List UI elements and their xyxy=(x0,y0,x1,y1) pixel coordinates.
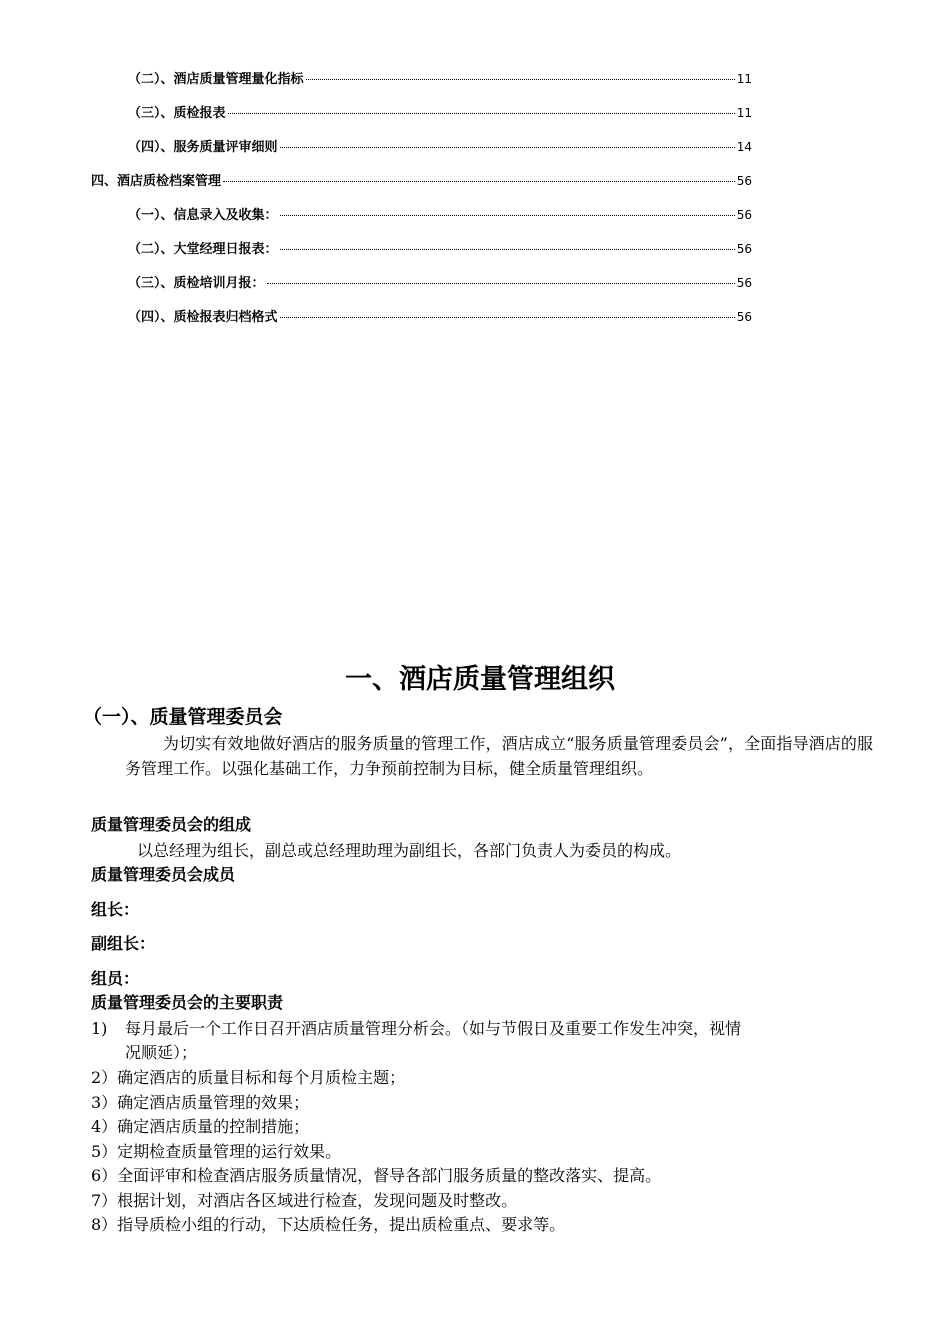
toc-leader-dots xyxy=(306,67,735,80)
leader-label: 组长： xyxy=(91,900,140,919)
duty-item: 2）确定酒店的质量目标和每个月质检主题； xyxy=(91,1068,406,1087)
duty-item: 6）全面评审和检查酒店服务质量情况，督导各部门服务质量的整改落实、提高。 xyxy=(91,1166,662,1185)
toc-entry-label: （三）、质检报表 xyxy=(128,106,226,121)
toc-leader-dots xyxy=(267,271,735,284)
toc-entry[interactable] xyxy=(128,308,752,327)
toc-entry-label: （二）、酒店质量管理量化指标 xyxy=(128,72,304,87)
members-title: 质量管理委员会成员 xyxy=(91,865,236,884)
toc-entry-page: 56 xyxy=(736,242,752,256)
duty-text-continued: 况顺延）； xyxy=(125,1043,198,1062)
composition-text: 以总经理为组长，副总或总经理助理为副组长，各部门负责人为委员的构成。 xyxy=(137,841,682,860)
duty-text: 每月最后一个工作日召开酒店质量管理分析会。（如与节假日及重要工作发生冲突，视情 xyxy=(125,1019,742,1038)
toc-leader-dots xyxy=(280,203,735,216)
toc-entry[interactable] xyxy=(91,172,752,191)
duty-item: 8）指导质检小组的行动，下达质检任务，提出质检重点、要求等。 xyxy=(91,1215,566,1234)
toc-leader-dots xyxy=(280,305,735,318)
toc-entry-label: （一）、信息录入及收集： xyxy=(128,208,278,223)
section-title: （一）、质量管理委员会 xyxy=(83,706,283,728)
toc-entry[interactable] xyxy=(128,138,752,157)
toc-leader-dots xyxy=(280,135,735,148)
toc-entry[interactable] xyxy=(128,274,752,293)
composition-title: 质量管理委员会的组成 xyxy=(91,815,252,834)
duty-item: 7）根据计划，对酒店各区域进行检查，发现问题及时整改。 xyxy=(91,1191,518,1210)
toc-entry-page: 56 xyxy=(736,276,752,290)
toc-entry[interactable] xyxy=(128,70,752,89)
toc-entry-page: 11 xyxy=(736,106,752,120)
deputy-leader-label: 副组长： xyxy=(91,934,156,953)
toc-entry-page: 11 xyxy=(736,72,752,86)
duty-item xyxy=(91,1017,881,1065)
toc-entry-label: （四）、质检报表归档格式 xyxy=(128,310,278,325)
duty-item: 5）定期检查质量管理的运行效果。 xyxy=(91,1142,342,1161)
toc-entry-label: （三）、质检培训月报： xyxy=(128,276,265,291)
toc-leader-dots xyxy=(223,169,735,182)
toc-leader-dots xyxy=(228,101,735,114)
duty-number: 1) xyxy=(91,1019,108,1038)
toc-entry-label: 四、酒店质检档案管理 xyxy=(91,174,222,189)
toc-entry-page: 56 xyxy=(736,174,752,188)
intro-paragraph: 为切实有效地做好酒店的服务质量的管理工作，酒店成立“服务质量管理委员会”，全面指导酒店的服务管理工作。以强化基础工作，力争预前控制为目标，健全质量管理组织。 xyxy=(125,734,873,778)
toc-entry-page: 56 xyxy=(736,208,752,222)
member-label: 组员： xyxy=(91,969,140,988)
toc-entry[interactable] xyxy=(128,206,752,225)
toc-leader-dots xyxy=(280,237,735,250)
toc-entry[interactable] xyxy=(128,240,752,259)
toc-entry-page: 56 xyxy=(736,310,752,324)
duties-title: 质量管理委员会的主要职责 xyxy=(91,993,284,1012)
chapter-title: 一、酒店质量管理组织 xyxy=(345,664,615,695)
duty-item: 3）确定酒店质量管理的效果； xyxy=(91,1093,310,1112)
toc-entry-label: （四）、服务质量评审细则 xyxy=(128,140,278,155)
toc-entry[interactable] xyxy=(128,104,752,123)
toc-entry-page: 14 xyxy=(736,140,752,154)
duty-item: 4）确定酒店质量的控制措施； xyxy=(91,1117,310,1136)
toc-entry-label: （二）、大堂经理日报表： xyxy=(128,242,278,257)
